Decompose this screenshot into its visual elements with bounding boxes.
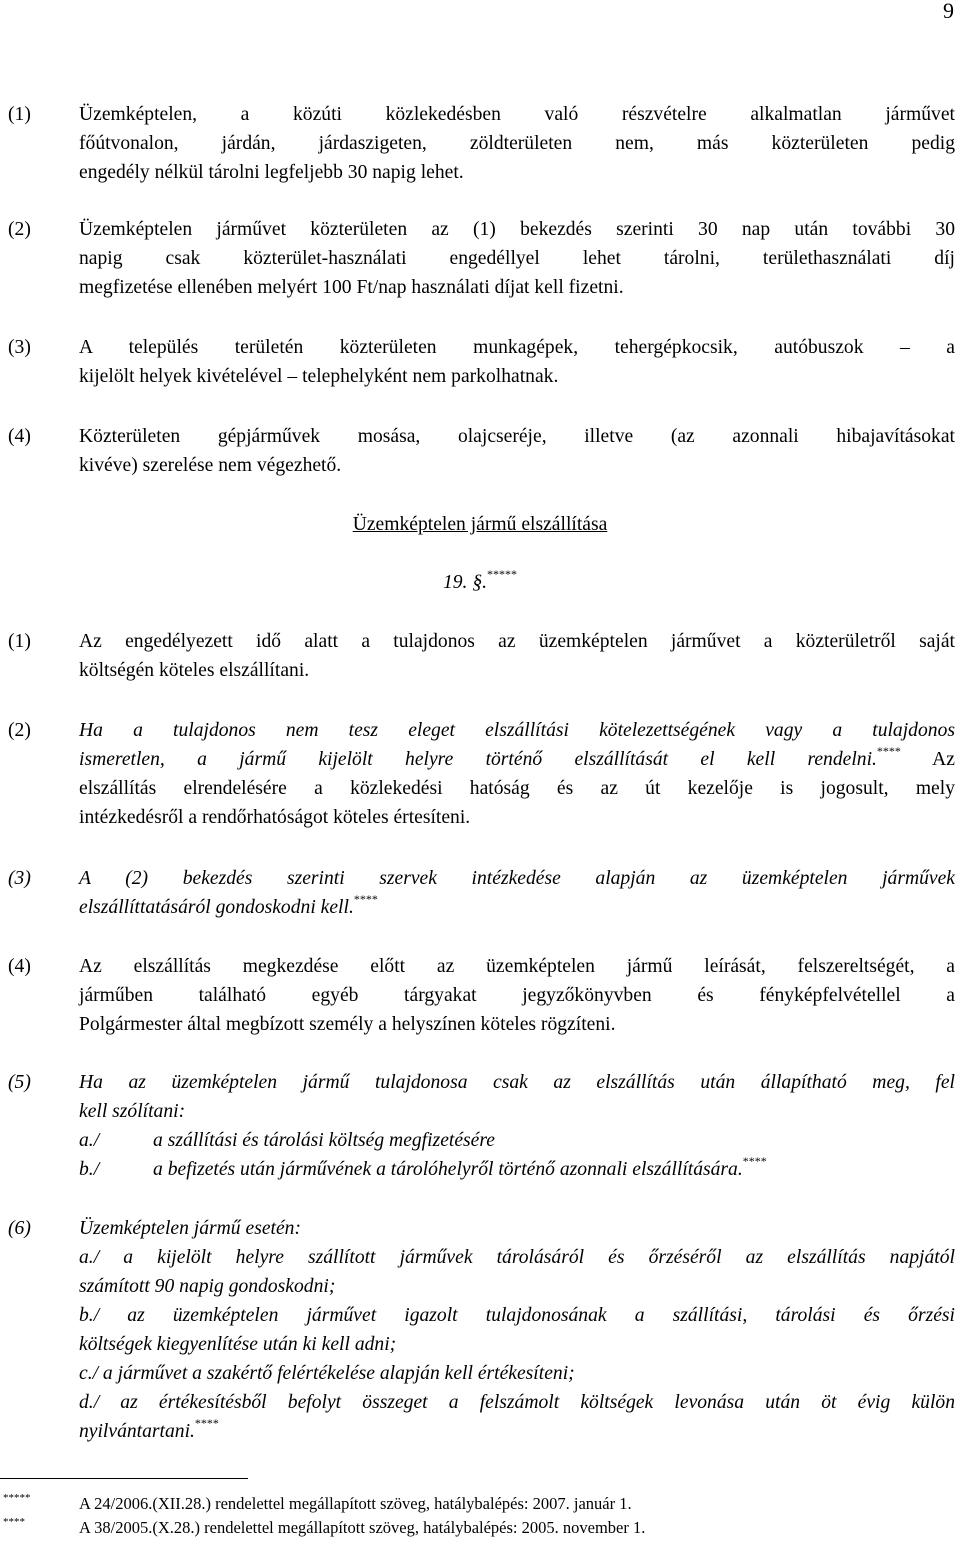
text-line: Üzemképtelen, a közúti közlekedésben való részvételre alkalmatlan járművet (79, 104, 955, 125)
list-item (79, 1126, 955, 1155)
text-line: Üzemképtelen járművet közterületen az (1) bekezdés szerinti 30 nap után további 30 (79, 219, 955, 240)
text-line: főútvonalon, járdán, járdaszigeten, zöldterületen nem, más közterületen pedig (79, 133, 955, 154)
text-line-mixed (79, 745, 955, 774)
text-line: Az engedélyezett idő alatt a tulajdonos az üzemképtelen járművet a közterületről saját (79, 631, 955, 652)
list-text: a szállítási és tárolási költség megfizetésére (153, 1130, 495, 1151)
paragraph-number: (2) (8, 720, 31, 741)
section-heading (0, 510, 960, 539)
list-label: a./ (79, 1130, 100, 1151)
footnote-mark: **** (876, 744, 901, 758)
text-line: engedély nélkül tárolni legfeljebb 30 napig lehet. (79, 162, 464, 183)
text-line-mixed (79, 1417, 955, 1446)
section-heading-text: Üzemképtelen jármű elszállítása (352, 514, 608, 535)
footnote-text: A 38/2005.(X.28.) rendelettel megállapított szöveg, hatálybalépés: 2005. november 1. (79, 1518, 646, 1537)
text-italic: nyilvántartani. (79, 1421, 195, 1442)
footnote-mark: ***** (3, 1492, 31, 1504)
text-line: Ha a tulajdonos nem tesz eleget elszállítási kötelezettségének vagy a tulajdonos (79, 720, 955, 741)
paragraph-number: (6) (8, 1218, 31, 1239)
text-line: b./ az üzemképtelen járművet igazolt tulajdonosának a szállítási, tárolási és őrzési (79, 1305, 955, 1326)
text-line: költségek kiegyenlítése után ki kell adni; (79, 1334, 397, 1355)
page-number: 9 (943, 0, 954, 23)
footnote-mark: **** (194, 1416, 219, 1430)
text-line: A település területén közterületen munkagépek, tehergépkocsik, autóbuszok – a (79, 337, 955, 358)
list-label: b./ (79, 1159, 100, 1180)
section-title (0, 568, 960, 597)
text-line: c./ a járművet a szakértő felértékelése alapján kell értékesíteni; (79, 1363, 575, 1384)
text-line: elszállítás elrendelésére a közlekedési hatóság és az út kezelője is jogosult, mely (79, 778, 955, 799)
text-italic: ismeretlen, a jármű kijelölt helyre történő elszállítását el kell rendelni. (79, 749, 877, 770)
paragraph-number: (4) (8, 956, 31, 977)
footnote-mark: **** (742, 1154, 767, 1168)
list-text: a befizetés után járművének a tárolóhelyről történő azonnali elszállítására. (153, 1159, 743, 1180)
text-italic: elszállíttatásáról gondoskodni kell. (79, 897, 354, 918)
text-line: intézkedésről a rendőrhatóságot köteles értesíteni. (79, 807, 471, 828)
list-text-mixed (153, 1155, 955, 1184)
footnote-text: A 24/2006.(XII.28.) rendelettel megállapított szöveg, hatálybalépés: 2007. január 1. (79, 1494, 632, 1513)
text-line: kell szólítani: (79, 1101, 186, 1122)
text-line: A (2) bekezdés szerinti szervek intézkedése alapján az üzemképtelen járművek (79, 868, 955, 889)
text-line: a./ a kijelölt helyre szállított járművek tárolásáról és őrzéséről az elszállítás napjától (79, 1247, 955, 1268)
text-line: járműben található egyéb tárgyakat jegyzőkönyvben és fényképfelvétellel a (79, 985, 955, 1006)
text-line: Közterületen gépjárművek mosása, olajcseréje, illetve (az azonnali hibajavításokat (79, 426, 955, 447)
footnote-divider (0, 1478, 248, 1479)
text-line-mixed (79, 893, 955, 922)
text-line: Az elszállítás megkezdése előtt az üzemképtelen jármű leírását, felszereltségét, a (79, 956, 955, 977)
text-line: számított 90 napig gondoskodni; (79, 1276, 336, 1297)
text-line: Ha az üzemképtelen jármű tulajdonosa csak az elszállítás után állapítható meg, fel (79, 1072, 955, 1093)
footnote-mark: **** (3, 1516, 25, 1528)
text-line: Üzemképtelen jármű esetén: (79, 1218, 301, 1239)
text-line: napig csak közterület-használati engedéllyel lehet tárolni, területhasználati díj (79, 248, 955, 269)
text-line: d./ az értékesítésből befolyt összeget a felszámolt költségek levonása után öt évig külön (79, 1392, 955, 1413)
paragraph-number: (4) (8, 426, 31, 447)
paragraph-number: (2) (8, 219, 31, 240)
footnote-mark: ***** (487, 567, 518, 581)
text-line: Polgármester által megbízott személy a helyszínen köteles rögzíteni. (79, 1014, 616, 1035)
text-line: költségén köteles elszállítani. (79, 660, 310, 681)
paragraph-number: (1) (8, 631, 31, 652)
list-item (79, 1155, 955, 1184)
text-line: kivéve) szerelése nem végezhető. (79, 455, 342, 476)
text-line: megfizetése ellenében melyért 100 Ft/nap használati díjat kell fizetni. (79, 277, 624, 298)
section-title-text: 19. §. (442, 572, 488, 593)
text-line: kijelölt helyek kivételével – telephelyként nem parkolhatnak. (79, 366, 559, 387)
footnote-mark: **** (353, 892, 378, 906)
paragraph-number: (1) (8, 104, 31, 125)
text-normal: Az (900, 749, 955, 770)
paragraph-number: (5) (8, 1072, 31, 1093)
paragraph-number: (3) (8, 337, 31, 358)
paragraph-number: (3) (8, 868, 31, 889)
